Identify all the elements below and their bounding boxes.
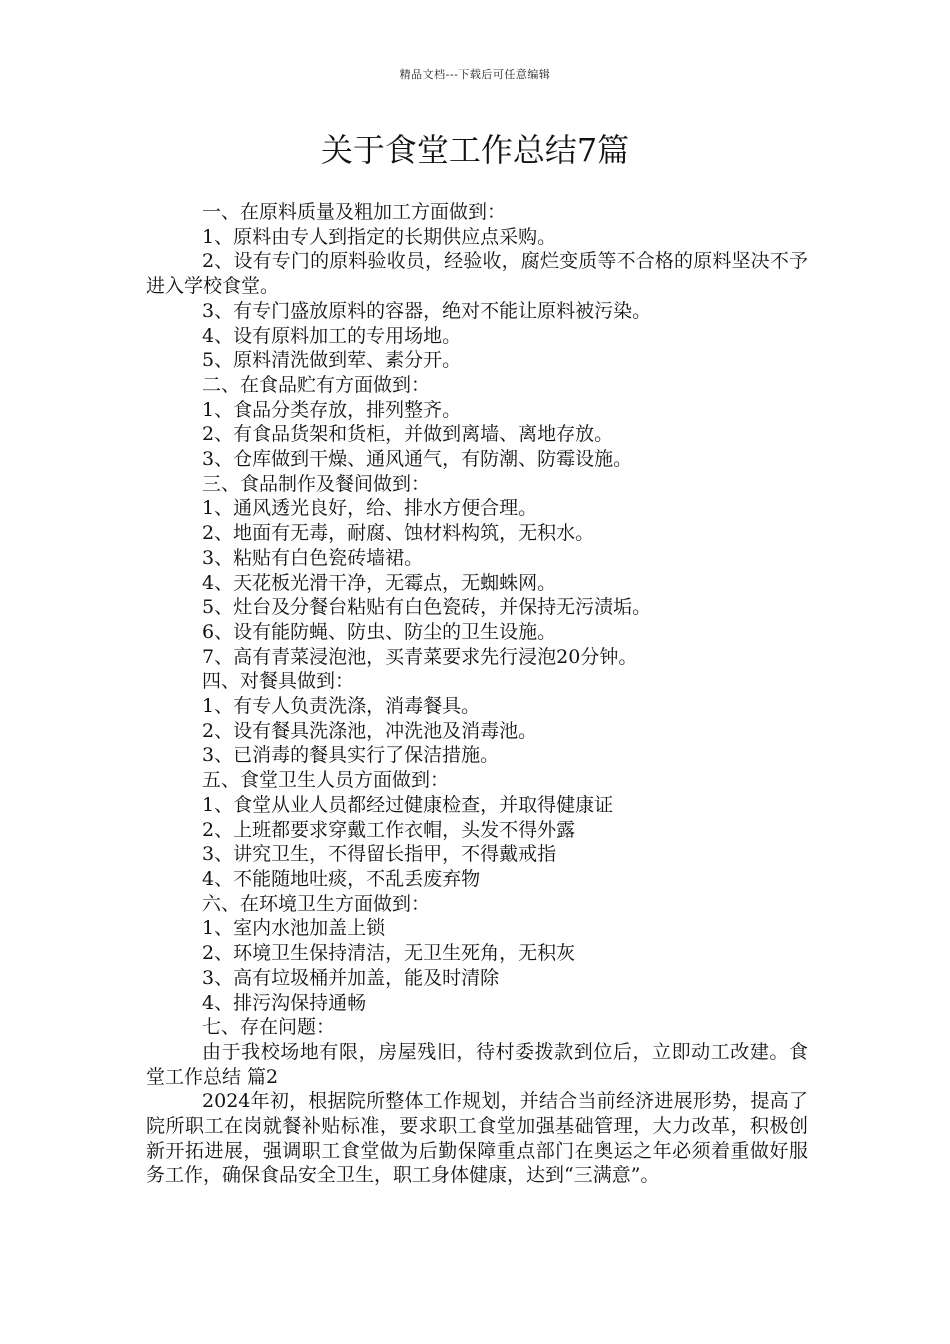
paragraph: 7、高有青菜浸泡池，买青菜要求先行浸泡20分钟。 — [202, 645, 638, 668]
paragraph: 5、灶台及分餐台粘贴有白色瓷砖，并保持无污渍垢。 — [202, 596, 652, 619]
paragraph: 2、地面有无毒，耐腐、蚀材料构筑，无积水。 — [202, 522, 595, 545]
paragraph: 3、仓库做到干燥、通风通气，有防潮、防霉设施。 — [202, 448, 633, 471]
paragraph: 4、不能随地吐痰，不乱丢废弃物 — [202, 867, 481, 890]
paragraph: 一、在原料质量及粗加工方面做到： — [202, 201, 507, 223]
paragraph: 2、设有餐具洗涤池，冲洗池及消毒池。 — [202, 719, 538, 742]
paragraph: 1、有专人负责洗涤，消毒餐具。 — [202, 695, 481, 718]
page-header: 精品文档---下载后可任意编辑 — [399, 68, 551, 81]
paragraph: 6、设有能防蝇、防虫、防尘的卫生设施。 — [202, 620, 557, 643]
paragraph: 三、食品制作及餐间做到： — [202, 472, 431, 495]
document-body — [146, 200, 808, 1188]
paragraph: 由于我校场地有限，房屋残旧，待村委拨款到位后，立即动工改建。食堂工作总结 篇2 — [146, 1040, 808, 1088]
paragraph: 2、环境卫生保持清洁，无卫生死角，无积灰 — [202, 942, 576, 965]
paragraph: 3、高有垃圾桶并加盖，能及时清除 — [202, 966, 500, 989]
paragraph: 1、食品分类存放，排列整齐。 — [202, 398, 462, 421]
paragraph: 3、已消毒的餐具实行了保洁措施。 — [202, 744, 500, 767]
paragraph: 3、粘贴有白色瓷砖墙裙。 — [202, 546, 424, 569]
paragraph: 1、原料由专人到指定的长期供应点采购。 — [202, 225, 557, 248]
paragraph: 六、在环境卫生方面做到： — [202, 892, 431, 915]
paragraph: 四、对餐具做到： — [202, 670, 355, 693]
paragraph: 1、食堂从业人员都经过健康检查，并取得健康证 — [202, 793, 614, 816]
paragraph: 二、在食品贮有方面做到： — [202, 373, 431, 396]
paragraph: 2、设有专门的原料验收员，经验收，腐烂变质等不合格的原料坚决不予进入学校食堂。 — [146, 250, 808, 298]
document-title: 关于食堂工作总结7篇 — [320, 131, 630, 169]
paragraph: 2、有食品货架和货柜，并做到离墙、离地存放。 — [202, 423, 614, 446]
paragraph: 4、设有原料加工的专用场地。 — [202, 324, 462, 347]
paragraph: 4、天花板光滑干净，无霉点，无蜘蛛网。 — [202, 571, 557, 594]
paragraph: 2、上班都要求穿戴工作衣帽，头发不得外露 — [202, 818, 576, 841]
paragraph: 五、食堂卫生人员方面做到： — [202, 769, 450, 792]
paragraph: 1、室内水池加盖上锁 — [202, 917, 386, 940]
paragraph: 5、原料清洗做到荤、素分开。 — [202, 349, 462, 372]
paragraph: 七、存在问题： — [202, 1016, 336, 1039]
paragraph: 2024年初，根据院所整体工作规划，并结合当前经济进展形势，提高了院所职工在岗就餐补贴标准，要求职工食堂加强基础管理，大力改革，积极创新开拓进展，强调职工食堂做为后勤保障重点部门在奥运之年必须着重做好服务工作，确保食品安全卫生，职工身体健康，达到“三满意”。 — [146, 1090, 808, 1187]
paragraph: 3、讲究卫生，不得留长指甲，不得戴戒指 — [202, 843, 557, 866]
paragraph: 4、排污沟保持通畅 — [202, 991, 367, 1014]
paragraph: 3、有专门盛放原料的容器，绝对不能让原料被污染。 — [202, 299, 652, 322]
paragraph: 1、通风透光良好，给、排水方便合理。 — [202, 497, 538, 520]
